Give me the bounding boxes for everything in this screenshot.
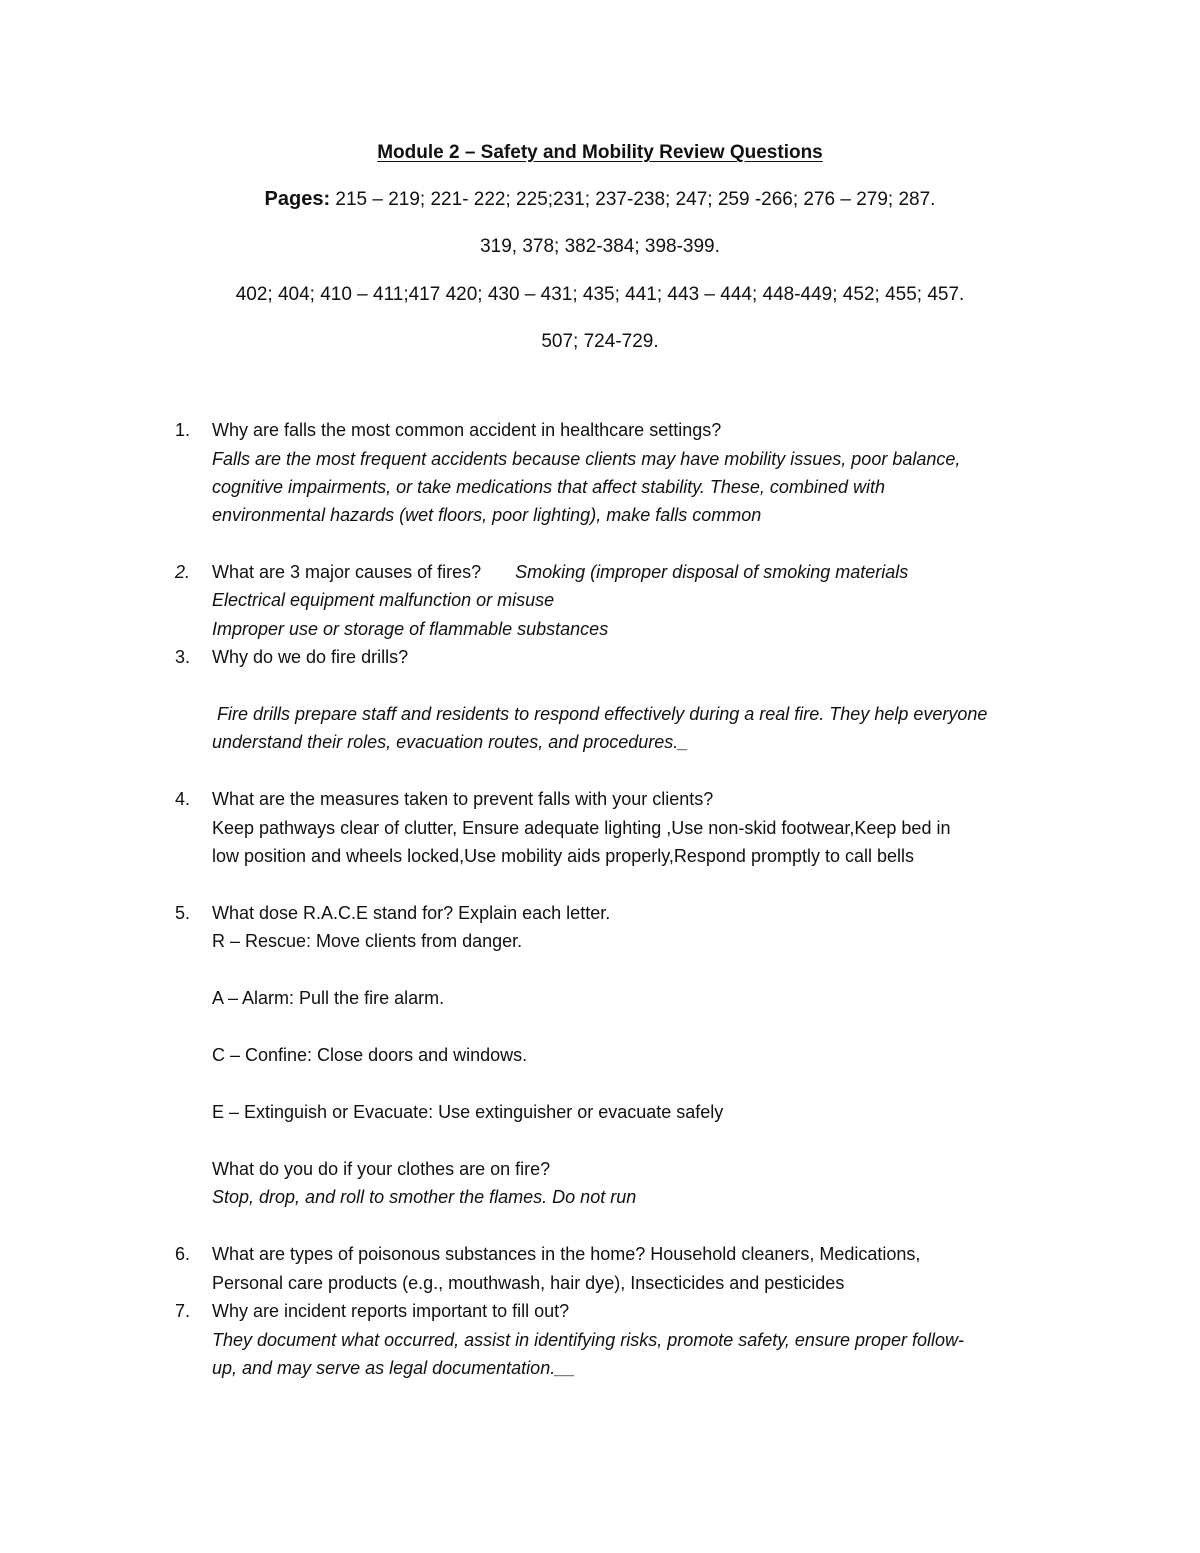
pages-line-3: 402; 404; 410 – 411;417 420; 430 – 431; 435; 441; 443 – 444; 448-449; 452; 455; 457.: [235, 284, 965, 305]
document-title: Module 2 – Safety and Mobility Review Questions: [377, 142, 823, 163]
question-number: 4.: [175, 789, 191, 809]
answer-line: E – Extinguish or Evacuate: Use extinguisher or evacuate safely: [212, 1102, 724, 1122]
pages-range-1: 215 – 219; 221- 222; 225;231; 237-238; 247; 259 -266; 276 – 279; 287.: [335, 189, 936, 210]
answer-line: cognitive impairments, or take medications that affect stability. These, combined with: [212, 477, 885, 497]
question-number: 2.: [175, 562, 191, 582]
pages-line-4: 507; 724-729.: [541, 331, 659, 352]
question-text: What are types of poisonous substances in the home? Household cleaners, Medications,: [212, 1244, 921, 1264]
answer-line: Electrical equipment malfunction or misuse: [212, 590, 555, 610]
followup-question: What do you do if your clothes are on fire?: [212, 1159, 551, 1179]
question-number: 5.: [175, 903, 191, 923]
question-text: What dose R.A.C.E stand for? Explain each letter.: [212, 903, 611, 923]
question-number: 7.: [175, 1301, 191, 1321]
question-number: 1.: [175, 420, 191, 440]
answer-line: up, and may serve as legal documentation.__: [212, 1358, 576, 1378]
question-text: What are the measures taken to prevent falls with your clients?: [212, 789, 714, 809]
answer-line: understand their roles, evacuation routes, and procedures._: [212, 732, 689, 752]
question-text: What are 3 major causes of fires?: [212, 562, 482, 582]
question-number: 3.: [175, 647, 191, 667]
answer-line: C – Confine: Close doors and windows.: [212, 1045, 528, 1065]
answer-line: environmental hazards (wet floors, poor lighting), make falls common: [212, 505, 762, 525]
answer-line: R – Rescue: Move clients from danger.: [212, 931, 523, 951]
question-text: Why are incident reports important to fill out?: [212, 1301, 570, 1321]
answer-line: Falls are the most frequent accidents because clients may have mobility issues, poor balance,: [212, 449, 961, 469]
pages-label: Pages:: [264, 188, 331, 210]
inline-answer: Smoking (improper disposal of smoking materials: [515, 562, 909, 582]
question-text: Why are falls the most common accident in healthcare settings?: [212, 420, 722, 440]
answer-line: A – Alarm: Pull the fire alarm.: [212, 988, 445, 1008]
answer-line: Improper use or storage of flammable substances: [212, 619, 609, 639]
answer-line: Keep pathways clear of clutter, Ensure adequate lighting ,Use non-skid footwear,Keep bed in: [212, 818, 951, 838]
pages-line-2: 319, 378; 382-384; 398-399.: [480, 236, 720, 257]
answer-line: Fire drills prepare staff and residents to respond effectively during a real fire. They help everyone: [212, 704, 988, 724]
answer-line: They document what occurred, assist in identifying risks, promote safety, ensure proper follow-: [212, 1330, 965, 1350]
followup-answer: Stop, drop, and roll to smother the flames. Do not run: [212, 1187, 637, 1207]
pages-line-1: [0, 188, 1200, 211]
answer-line: low position and wheels locked,Use mobility aids properly,Respond promptly to call bells: [212, 846, 915, 866]
question-text: Why do we do fire drills?: [212, 647, 409, 667]
question-line: [212, 562, 908, 583]
question-text: Personal care products (e.g., mouthwash, hair dye), Insecticides and pesticides: [212, 1273, 845, 1293]
question-number: 6.: [175, 1244, 191, 1264]
